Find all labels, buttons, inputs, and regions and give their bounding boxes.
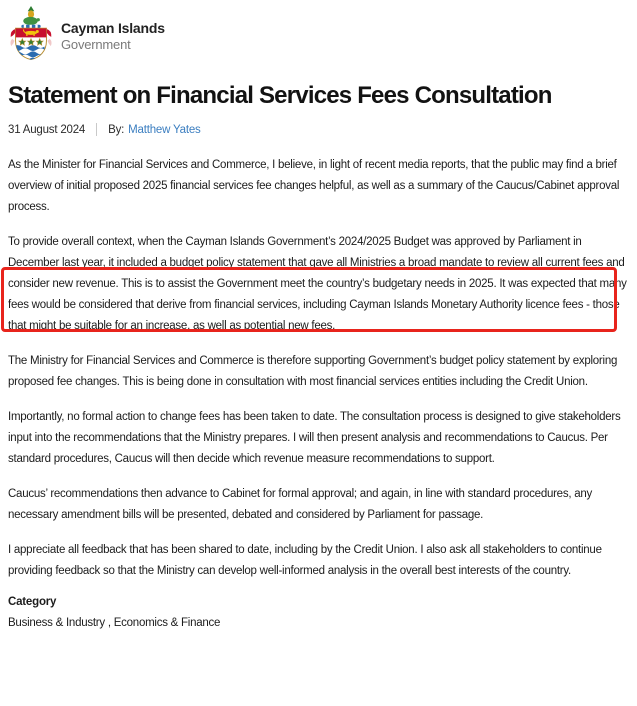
author-link[interactable]: Matthew Yates — [128, 123, 201, 136]
category-link-business-industry[interactable]: Business & Industry — [8, 617, 105, 629]
category-link-economics-finance[interactable]: Economics & Finance — [113, 617, 221, 629]
paragraph-2 — [8, 232, 629, 337]
coat-of-arms-icon — [8, 49, 54, 66]
category-label: Category — [8, 596, 57, 608]
publish-date: 31 August 2024 — [8, 123, 86, 136]
paragraph-6: I appreciate all feedback that has been shared to date, including by the Credit Union. I also ask all stakeholders to continue providing feedback so that the Ministry can develop well-informed analysis in the overall best interests of the country. — [8, 544, 602, 577]
byline-divider — [96, 123, 97, 136]
paragraph-4: Importantly, no formal action to change fees has been taken to date. The consultation process is designed to give stakeholders input into the recommendations that the Ministry prepares. I will then present analysis and recommendations to Caucus. Per standard procedures, Caucus will then decide which revenue measure recommendations to support. — [8, 411, 621, 465]
paragraph-1: As the Minister for Financial Services and Commerce, I believe, in light of recent media reports, that the public may find a brief overview of initial proposed 2025 financial services fee changes helpful, as well as a summary of the Caucus/Cabinet approval process. — [8, 159, 620, 213]
paragraph-5: Caucus’ recommendations then advance to Cabinet for formal approval; and again, in line with standard procedures, any necessary amendment bills will be presented, debated and considered by Parliament for passage. — [8, 488, 593, 521]
paragraph-3: The Ministry for Financial Services and Commerce is therefore supporting Government’s budget policy statement by exploring proposed fee changes. This is being done in consultation with most financial services entities including the Credit Union. — [8, 355, 618, 388]
page-title: Statement on Financial Services Fees Consultation — [8, 82, 552, 109]
article-body — [8, 155, 629, 582]
category-list — [8, 617, 629, 629]
brand-subtitle: Government — [61, 37, 131, 52]
byline-label: By: — [108, 123, 125, 136]
site-header — [8, 6, 629, 66]
brand-name: Cayman Islands — [61, 20, 165, 36]
cayman-coat-of-arms-logo[interactable] — [8, 6, 54, 67]
brand-text — [61, 20, 165, 52]
category-separator: , — [104, 617, 114, 629]
byline — [8, 123, 629, 136]
paragraph-2-text: To provide overall context, when the Cayman Islands Government’s 2024/2025 Budget was approved by Parliament in December last year, it included a budget policy statement that gave all Ministries a broad mandate to review all current fees and consider new revenue. This is to assist the Government meet the country’s budgetary needs in 2025. It was expected that many fees would be considered that derive from financial services, including Cayman Islands Monetary Authority licence fees - those that might be suitable for an increase, as well as potential new fees. — [8, 236, 627, 332]
